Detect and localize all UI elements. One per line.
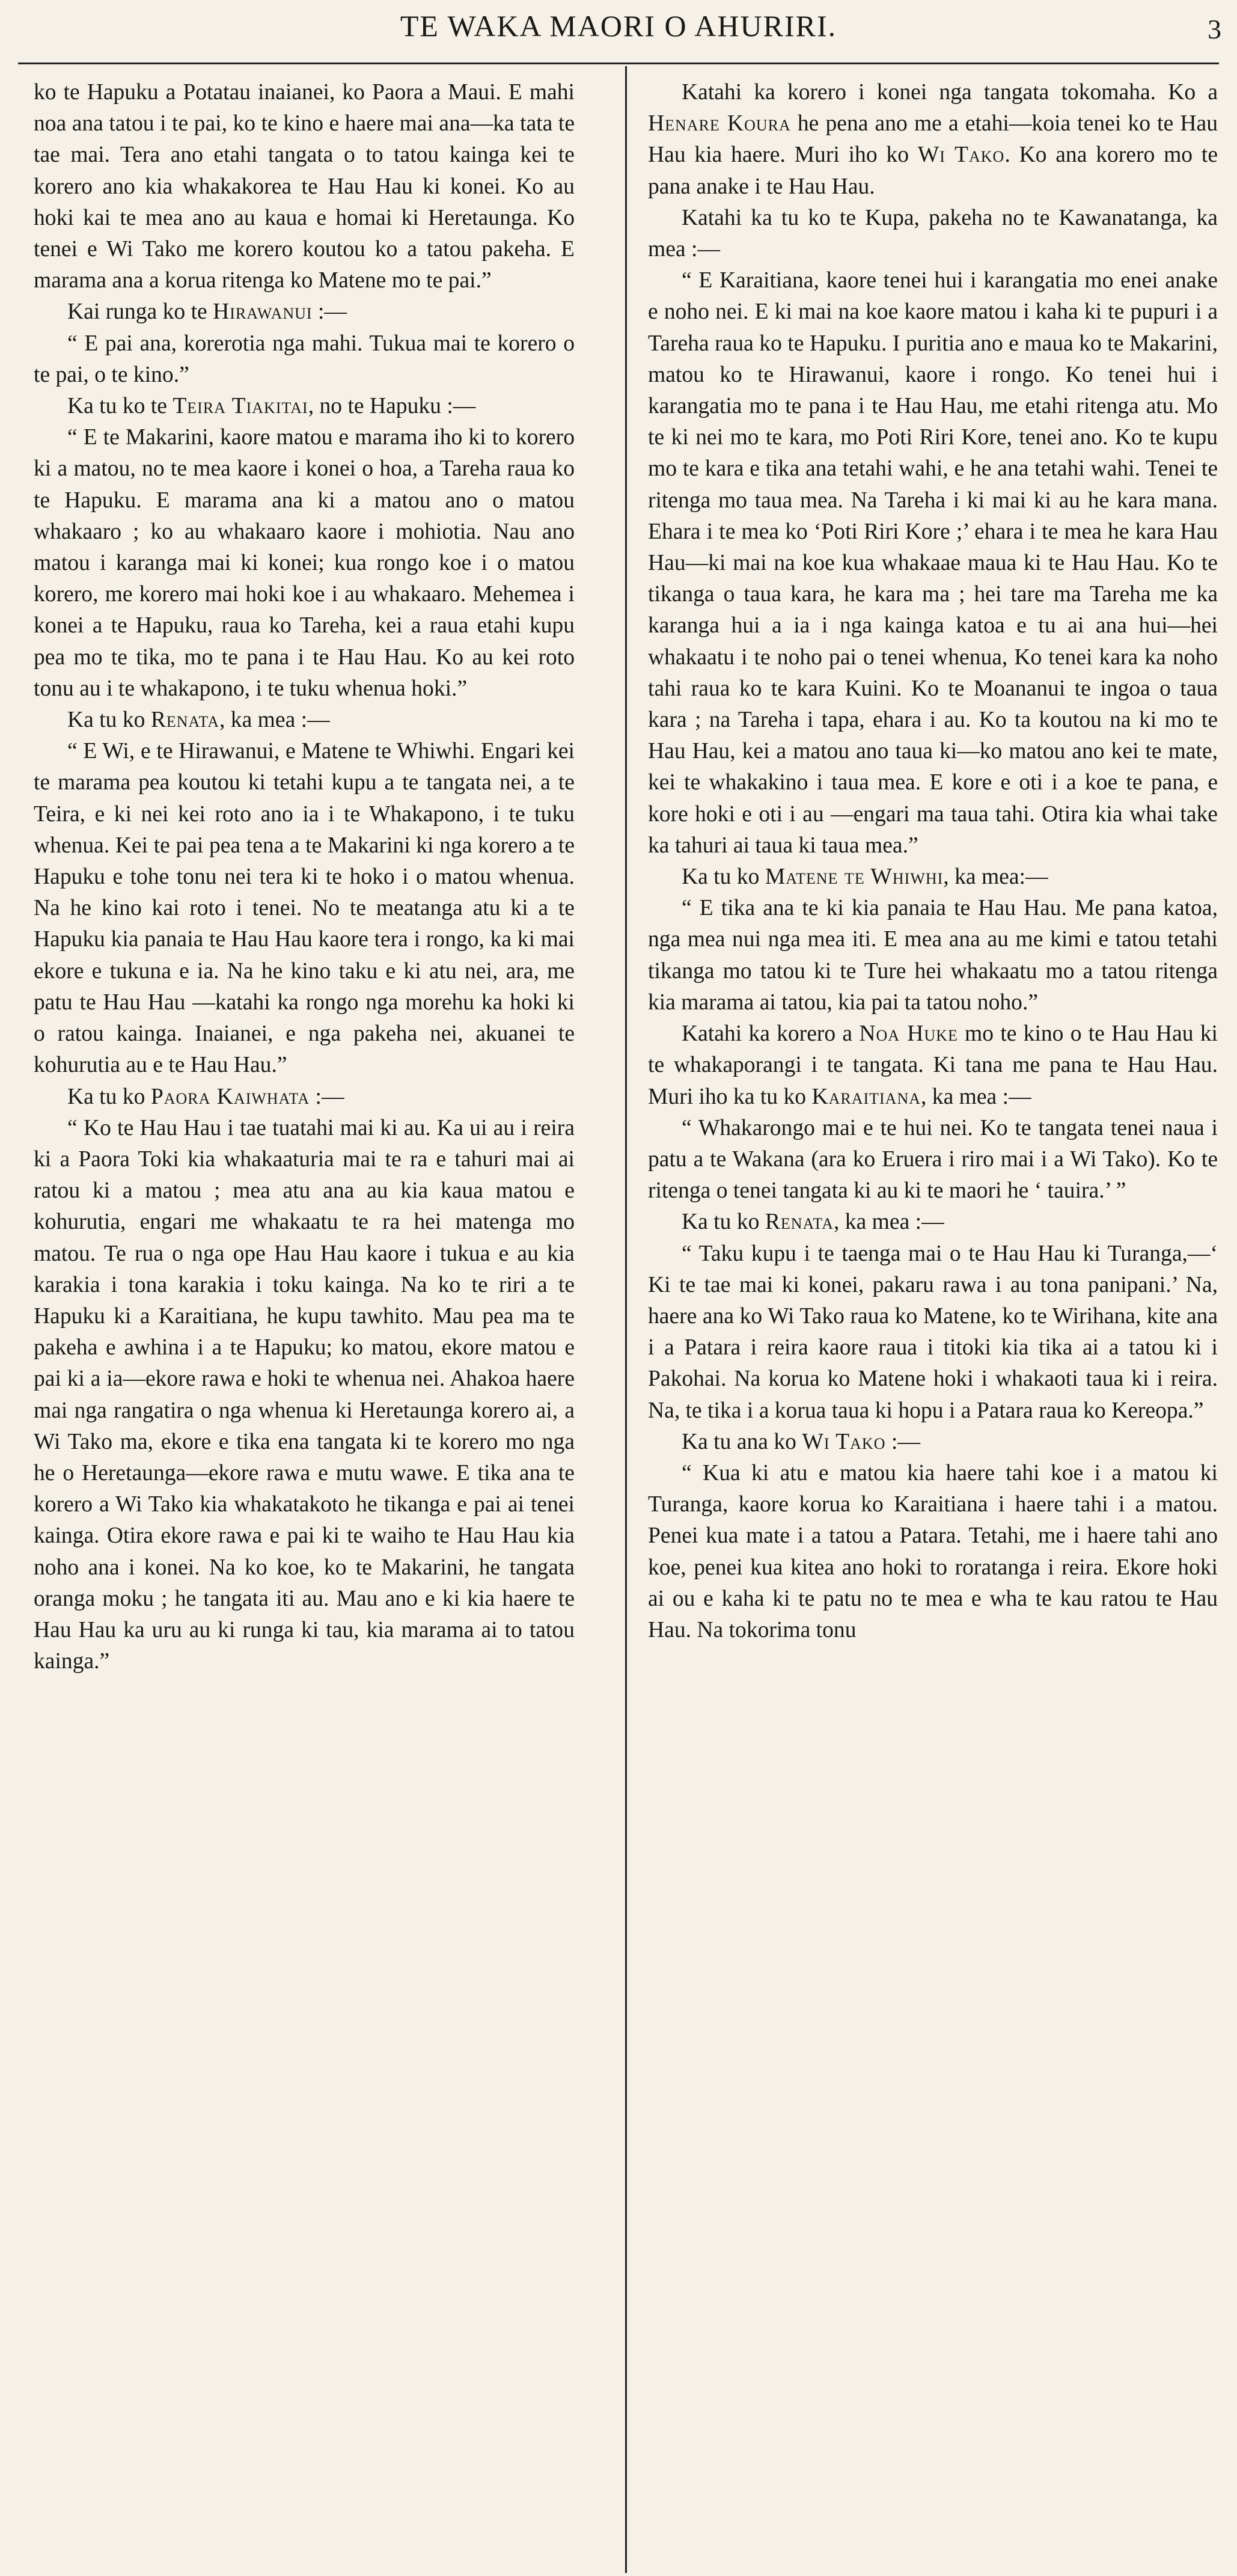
running-title: TE WAKA MAORI O AHURIRI. <box>400 9 837 43</box>
speaker-name: Teira Tiakitai <box>173 394 308 419</box>
speaker-intro: Ka tu ko Paora Kaiwhata :— <box>67 1084 344 1109</box>
speech-quote: “ E tika ana te ki kia panaia te Hau Hau. Me pana katoa, nga mea nui nga mea iti. E mea ana au me kimi e tatou tetahi tikanga mo tatou ki te Ture hei whakaatu mo a tatou ritenga kia marama ai tatou, kia pai ta tatou noho.” <box>648 896 1218 1015</box>
speaker-intro: Ka tu ko Matene te Whiwhi, ka mea:— <box>682 864 1048 890</box>
speaker-name: Paora Kaiwhata <box>150 1084 310 1109</box>
speech-quote: “ Ko te Hau Hau i tae tuatahi mai ki au. Ka ui au i reira ki a Paora Toki kia whakaaturia mai te ra e tahuri mai ai ratou ki a matou ; mea atu ana au kia kaua matou e kohurutia, engari me whakaatu te ra hei matenga mo matou. Te rua o nga ope Hau Hau kaore i tukua e au kia karakia i tona karakia i toku kainga. Na ko te riri a te Hapuku ki a Karaitiana, he kupu tawhito. Mau pea ma te pakeha e awhina i a te Hapuku; ko matou, ekore matou e pai ki a ia—ekore rawa e hoki te whenua nei. Ahakoa haere mai nga rangatira o nga whenua ki Heretaunga korero ai, a Wi Tako ma, ekore e tika ena tangata ki te korero mo nga he o Heretaunga—ekore rawa e mutu wawe. E tika ana te korero a Wi Tako kia whakatakoto he tikanga e pai ai tenei kainga. Otira ekore rawa e pai ki te waiho te Hau Hau kia noho ana i konei. Na ko koe, ko te Makarini, he tangata oranga moku ; he tangata iti au. Mau ano e ki kia haere te Hau Hau ka uru au ki runga ki tau, kia marama ai to tatou kainga.” <box>34 1115 575 1674</box>
page-header <box>0 0 1237 72</box>
speech-quote: “ Taku kupu i te taenga mai o te Hau Hau ki Turanga,—‘ Ki te tae mai ki konei, pakaru rawa i au tona panipani.’ Na, haere ana ko Wi Tako raua ko Matene, ko te Wirihana, kite ana i a Patara i reira kaore raua i titoki kia tika ai a tatou ki i Pakohai. Na korua ko Matene hoki i whakaoti taua ki i reira. Na, te tika i a korua taua ki hopu i a Patara raua ko Kereopa.” <box>648 1241 1218 1423</box>
speech-quote: “ Whakarongo mai e te hui nei. Ko te tangata tenei naua i patu a te Wakana (ara ko Eruera i riro mai i a Wi Tako). Ko te ritenga o tenei tangata ki au ki te maori he ‘ tauira.’ ” <box>648 1115 1218 1204</box>
speaker-name: Renata <box>150 708 220 733</box>
left-column <box>34 77 575 1677</box>
speech-quote: “ E te Makarini, kaore matou e marama iho ki to korero ki a matou, no te mea kaore i konei o hoa, a Tareha raua ko te Hapuku. E marama ana ki a matou ano o matou whakaaro ; ko au whakaaro kaore i mohiotia. Nau ano matou i karanga mai ki konei; kua rongo koe i o matou korero, me korero mai hoki koe i au whakaaro. Mehemea i konei a te Hapuku, raua ko Tareha, kei a raua etahi kupu pea mo te tika, mo te pana i te Hau Hau. Ko au kei roto tonu au i te whakapono, i te tuku whenua hoki.” <box>34 425 575 701</box>
header-rule <box>18 63 1219 64</box>
speech-quote: “ E Karaitiana, kaore tenei hui i karangatia mo enei anake e noho nei. E ki mai na koe kaore matou i kaha ki te pupuri i a Tareha raua ko te Hapuku. I puritia ano e maua ko te Makarini, matou ko te Hirawanui, kaore i rongo. Ko tenei hui i karangatia mo te pana i te Hau Hau, me etahi ritenga atu. Mo te ki nei mo te kara, mo Poti Riri Kore, tenei ano. Ko te kupu mo te kara e tika ana tetahi wahi, e he ana tetahi wahi. Tenei te ritenga mo taua mea. Na Tareha i ki mai ki au he kara mana. Ehara i te mea ko ‘Poti Riri Kore ;’ ehara i te mea he kara Hau Hau—ki mai na koe kua whakaae maua ki te Hau Hau. Ko te tikanga o taua kara, he kara ma ; hei tare ma Tareha me ka karanga hui a ia i nga kainga katoa e tu ai ana hui—hei whakaatu i te noho pai o tenei whenua, Ko tenei kara ka noho tahi raua ko te kara Kuini. Ko te Moananui te ingoa o taua kara ; na Tareha i tapa, ehara i au. Ko ta koutou na ki mo te Hau Hau, kei a matou ano taua ki—ko matou ano kei te mate, kei te whakakino i taua mea. E kore e oti i a koe te pana, e kore hoki e oti i au —engari ma taua tahi. Otira kia whai take ka tahuri ai taua ki taua mea.” <box>648 268 1218 858</box>
speaker-name: Wi Tako <box>802 1429 886 1454</box>
speaker-name: Wi Tako <box>917 142 1005 168</box>
speaker-name: Hirawanui <box>213 299 313 325</box>
speaker-intro: Kai runga ko te Hirawanui :— <box>67 299 347 325</box>
speech-quote: “ E pai ana, korerotia nga mahi. Tukua mai te korero o te pai, o te kino.” <box>34 331 575 387</box>
paragraph: ko te Hapuku a Potatau inaianei, ko Paora a Maui. E mahi noa ana tatou i te pai, ko te kino e haere mai ana—ka tata te tae mai. Tera ano etahi tangata o to tatou kainga kei te korero ano kia whakakorea te Hau Hau ki konei. Ko au hoki kai te mea ano au kaua e homai ki Heretaunga. Ko tenei e Wi Tako me korero koutou ko a tatou pakeha. E marama ana a korua ritenga ko Matene mo te pai.” <box>34 80 575 293</box>
speaker-name: Matene te Whiwhi <box>765 864 944 890</box>
speech-quote: “ E Wi, e te Hirawanui, e Matene te Whiwhi. Engari kei te marama pea koutou ki tetahi kupu a te tangata nei, a te Teira, e ki nei kei roto ano ia i te Whakapono, i te tuku whenua. Kei te pai pea tena a te Makarini ki nga korero a te Hapuku e tohe tonu nei tera ki te hoko i o matou whenua. Na he kino kai roto i tenei. No te meatanga atu ki a te Hapuku kia panaia te Hau Hau kaore tera i rongo, ka ki mai ekore e tukuna e ia. Na he kino taku e ki atu nei, ara, me patu te Hau Hau —katahi ka rongo nga morehu ka hoki ki o ratou kainga. Inaianei, e nga pakeha nei, akuanei te kohurutia au e te Hau Hau.” <box>34 739 575 1078</box>
page-number: 3 <box>1208 14 1221 44</box>
speaker-name: Karaitiana <box>811 1084 921 1109</box>
speaker-intro: Ka tu ko te Teira Tiakitai, no te Hapuku :— <box>67 394 476 419</box>
speaker-intro: Ka tu ko Renata, ka mea :— <box>67 708 330 733</box>
paragraph: Katahi ka korero a Noa Huke mo te kino o te Hau Hau ki te whakaporangi i te tangata. Ki tana me pana te Hau Hau. Muri iho ka tu ko Karaitiana, ka mea :— <box>648 1021 1218 1109</box>
speaker-intro: Ka tu ana ko Wi Tako :— <box>682 1429 920 1454</box>
speaker-name: Renata <box>765 1210 834 1235</box>
paragraph: Katahi ka tu ko te Kupa, pakeha no te Kawanatanga, ka mea :— <box>648 205 1218 262</box>
speech-quote: “ Kua ki atu e matou kia haere tahi koe i a matou ki Turanga, kaore korua ko Karaitiana i haere tahi i a matou. Penei kua mate i a tatou a Patara. Tetahi, me i haere tahi ano koe, penei kua kitea ano hoki to roratanga i reira. Ekore hoki ai ou e kaha ki te patu no te mea e wha te kau ratou te Hau Hau. Na tokorima tonu <box>648 1460 1218 1642</box>
speaker-name: Noa Huke <box>859 1021 958 1047</box>
column-divider <box>625 66 627 2573</box>
speaker-intro: Ka tu ko Renata, ka mea :— <box>682 1210 944 1235</box>
right-column <box>648 77 1218 1646</box>
speaker-name: Henare Koura <box>648 111 791 136</box>
paragraph: Katahi ka korero i konei nga tangata tokomaha. Ko a Henare Koura he pena ano me a etahi—koia tenei ko te Hau Hau kia haere. Muri iho ko Wi Tako. Ko ana korero mo te pana anake i te Hau Hau. <box>648 80 1218 199</box>
